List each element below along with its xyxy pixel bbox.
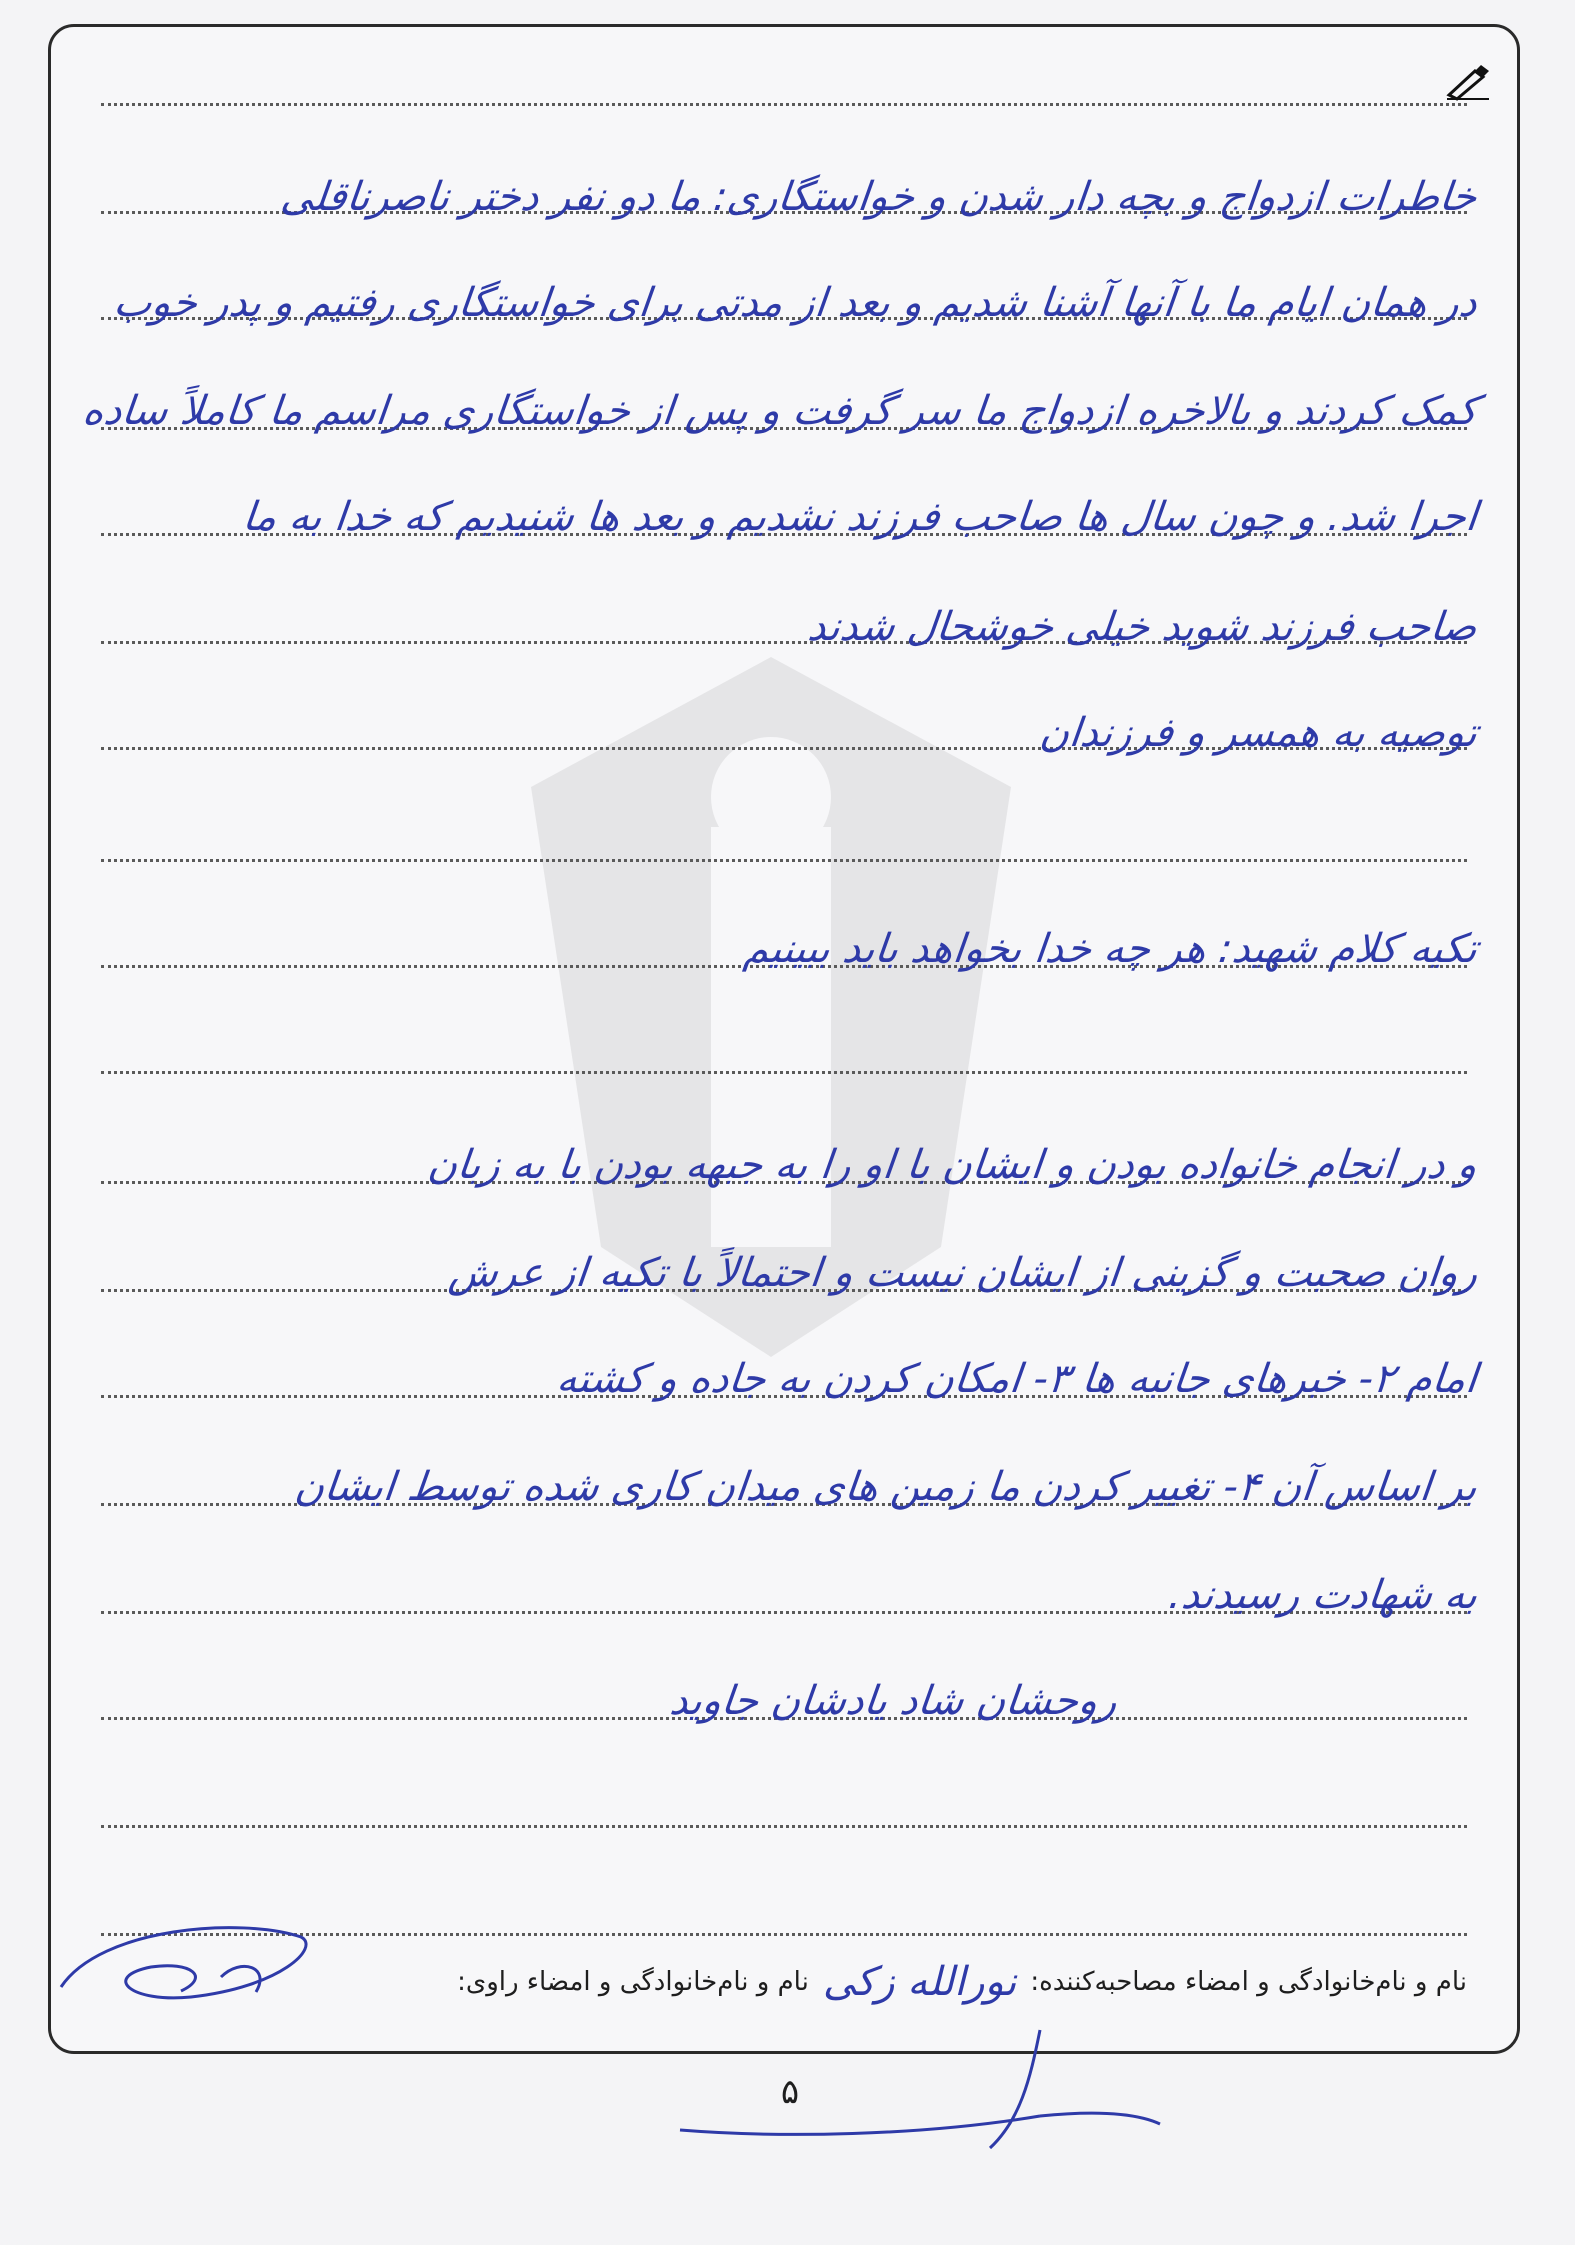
- handwritten-line: کمک کردند و بالاخره ازدواج ما سر گرفت و پس از خواستگاری مراسم ما کاملاً ساده: [80, 388, 1480, 434]
- handwritten-line: به شهادت رسیدند.: [1166, 1572, 1480, 1618]
- ruled-line: [101, 859, 1467, 862]
- ruled-line: [101, 103, 1467, 106]
- handwritten-line: روحشان شاد یادشان جاوید: [667, 1678, 1120, 1724]
- handwritten-line: بر اساس آن ۴- تغییر کردن ما زمین های میدان کاری شده توسط ایشان: [292, 1464, 1480, 1510]
- handwritten-line: اجرا شد. و چون سال ها صاحب فرزند نشدیم و بعد ها شنیدیم که خدا به ما: [240, 494, 1480, 540]
- handwritten-line: روان صحبت و گزینی از ایشان نیست و احتمالاً با تکیه از عرش: [446, 1250, 1480, 1296]
- ruled-line: [101, 1825, 1467, 1828]
- handwritten-line: امام ۲- خبرهای جانبه ها ۳- امکان کردن به جاده و کشته: [554, 1356, 1480, 1402]
- handwritten-line: توصیه به همسر و فرزندان: [1037, 710, 1480, 756]
- handwritten-line: تکیه کلام شهید: هر چه خدا بخواهد باید ببینیم: [741, 926, 1480, 972]
- interviewer-signature-icon: [660, 2020, 1180, 2160]
- page-number: ۵: [780, 2072, 800, 2112]
- interviewer-name: نورالله زکی: [822, 1959, 1017, 2005]
- handwritten-line: و در انجام خانواده بودن و ایشان با او را به جبهه بودن با به زبان: [425, 1142, 1480, 1188]
- handwritten-line: در همان ایام ما با آنها آشنا شدیم و بعد از مدتی برای خواستگاری رفتیم و پدر خوب: [111, 280, 1480, 326]
- interviewer-label: نام و نام‌خانوادگی و امضاء مصاحبه‌کننده:: [1030, 1967, 1467, 1997]
- handwritten-line: خاطرات ازدواج و بچه دار شدن و خواستگاری: ما دو نفر دختر ناصرناقلی: [279, 174, 1480, 220]
- ruled-line: [101, 1071, 1467, 1074]
- handwritten-line: صاحب فرزند شوید خیلی خوشحال شدند: [805, 604, 1480, 650]
- narrator-label: نام و نام‌خانوادگی و امضاء راوی:: [457, 1967, 809, 1997]
- pen-icon: [1445, 61, 1491, 101]
- page-frame: [48, 24, 1520, 2054]
- narrator-signature-icon: [41, 1907, 341, 2027]
